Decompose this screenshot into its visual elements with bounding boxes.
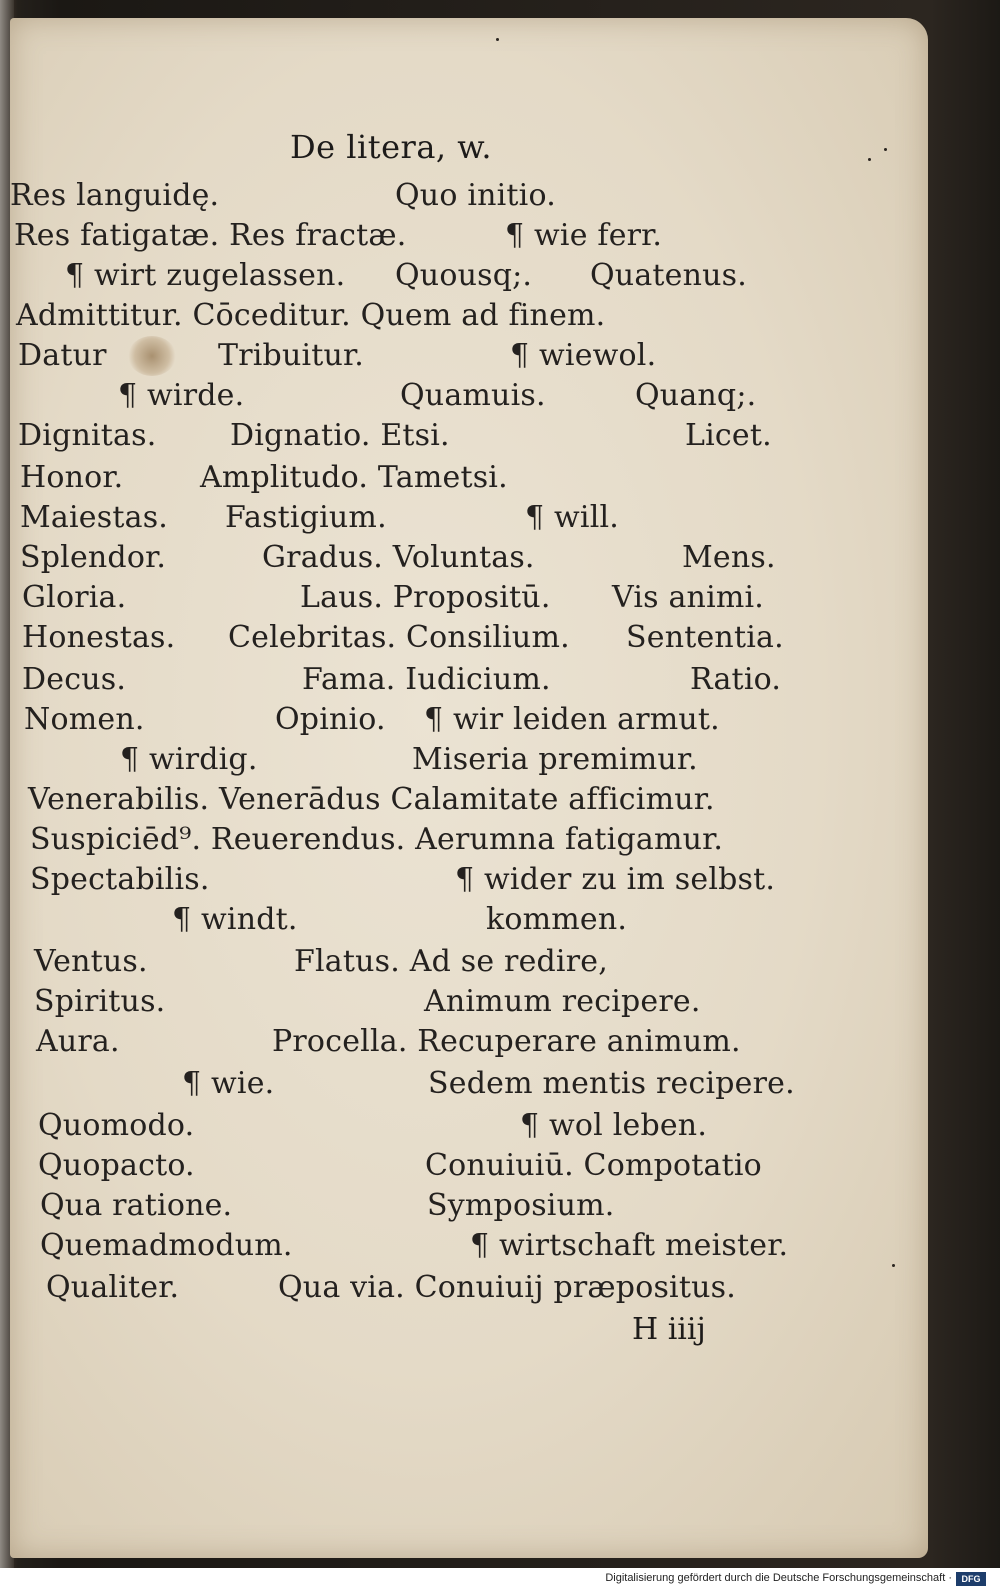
- text-line-segment: Fastigium.: [225, 500, 387, 535]
- text-line-segment: Res fatigatæ. Res fractæ.: [14, 218, 407, 253]
- text-line-segment: Celebritas. Consilium.: [228, 620, 570, 655]
- text-line-segment: Licet.: [685, 418, 772, 453]
- text-line-segment: Gloria.: [22, 580, 127, 615]
- text-line-segment: Sententia.: [626, 620, 784, 655]
- text-line-segment: ¶ wirdig.: [120, 742, 258, 777]
- paper-speck: [884, 148, 887, 151]
- text-line-segment: Ventus.: [34, 944, 148, 979]
- text-line-segment: Qua via. Conuiuij præpositus.: [278, 1270, 736, 1305]
- text-line-segment: Suspiciēd⁹. Reuerendus. Aerumna fatigamur.: [30, 822, 724, 857]
- text-line-segment: Admittitur. Cōceditur. Quem ad finem.: [16, 298, 606, 333]
- text-line-segment: Symposium.: [427, 1188, 615, 1223]
- text-line-segment: kommen.: [486, 902, 628, 937]
- text-line-segment: Amplitudo. Tametsi.: [200, 460, 508, 495]
- text-line-segment: Honor.: [20, 460, 124, 495]
- text-line-segment: Quopacto.: [38, 1148, 195, 1183]
- dfg-logo: DFG: [956, 1572, 986, 1586]
- text-line-segment: Aura.: [36, 1024, 120, 1059]
- text-line-segment: ¶ wirde.: [118, 378, 245, 413]
- text-line-segment: Maiestas.: [20, 500, 169, 535]
- text-line-segment: ¶ wiewol.: [510, 338, 657, 373]
- text-line-segment: ¶ wir leiden armut.: [424, 702, 720, 737]
- text-line-segment: Quatenus.: [590, 258, 747, 293]
- text-line-segment: Decus.: [22, 662, 127, 697]
- digitization-footer: [0, 1568, 1000, 1591]
- text-line-segment: Sedem mentis recipere.: [428, 1066, 795, 1101]
- text-line-segment: Fama. Iudicium.: [302, 662, 551, 697]
- text-line-segment: Laus. Propositū.: [300, 580, 551, 615]
- paper-speck: [496, 38, 499, 41]
- text-line-segment: Dignitas.: [18, 418, 157, 453]
- text-line-segment: Gradus. Voluntas.: [262, 540, 535, 575]
- text-line-segment: ¶ wider zu im selbst.: [455, 862, 776, 897]
- text-line-segment: Procella. Recuperare animum.: [272, 1024, 741, 1059]
- text-line-segment: ¶ wie.: [182, 1066, 275, 1101]
- ink-stain: [128, 336, 176, 376]
- text-line-segment: Quousq;.: [395, 258, 533, 293]
- text-line-segment: ¶ wie ferr.: [505, 218, 663, 253]
- text-line-segment: ¶ will.: [525, 500, 620, 535]
- paper-speck: [868, 158, 871, 161]
- text-line-segment: Spectabilis.: [30, 862, 210, 897]
- text-line-segment: ¶ wol leben.: [520, 1108, 708, 1143]
- signature-mark: H iiij: [632, 1312, 706, 1347]
- text-line-segment: Mens.: [682, 540, 776, 575]
- text-line-segment: Splendor.: [20, 540, 167, 575]
- text-line-segment: Spiritus.: [34, 984, 166, 1019]
- text-line-segment: Quanq;.: [635, 378, 757, 413]
- text-line-segment: Opinio.: [275, 702, 386, 737]
- text-line-segment: Qua ratione.: [40, 1188, 233, 1223]
- text-line-segment: Res languidę.: [10, 178, 220, 213]
- text-line-segment: ¶ windt.: [172, 902, 298, 937]
- text-line-segment: Animum recipere.: [424, 984, 701, 1019]
- text-line-segment: Miseria premimur.: [412, 742, 698, 777]
- text-line-segment: Quo initio.: [395, 178, 556, 213]
- text-line-segment: Qualiter.: [46, 1270, 180, 1305]
- text-line-segment: Honestas.: [22, 620, 176, 655]
- text-line-segment: Quomodo.: [38, 1108, 195, 1143]
- text-line-segment: Conuiuiū. Compotatio: [425, 1148, 762, 1183]
- text-line-segment: Flatus. Ad se redire,: [294, 944, 608, 979]
- text-line-segment: ¶ wirt zugelassen.: [65, 258, 346, 293]
- text-line-segment: Datur: [18, 338, 107, 373]
- text-line-segment: Venerabilis. Venerādus Calamitate afficimur.: [28, 782, 715, 817]
- text-line-segment: Quemadmodum.: [40, 1228, 293, 1263]
- text-line-segment: Vis animi.: [612, 580, 765, 615]
- text-line-segment: ¶ wirtschaft meister.: [470, 1228, 789, 1263]
- text-line-segment: Nomen.: [24, 702, 145, 737]
- running-heading: De litera, w.: [290, 128, 493, 166]
- text-line-segment: Dignatio. Etsi.: [230, 418, 450, 453]
- footer-credit: Digitalisierung gefördert durch die Deutsche Forschungsgemeinschaft ·: [605, 1572, 952, 1584]
- paper-speck: [892, 1264, 895, 1267]
- text-line-segment: Tribuitur.: [218, 338, 365, 373]
- text-line-segment: Quamuis.: [400, 378, 546, 413]
- text-line-segment: Ratio.: [690, 662, 782, 697]
